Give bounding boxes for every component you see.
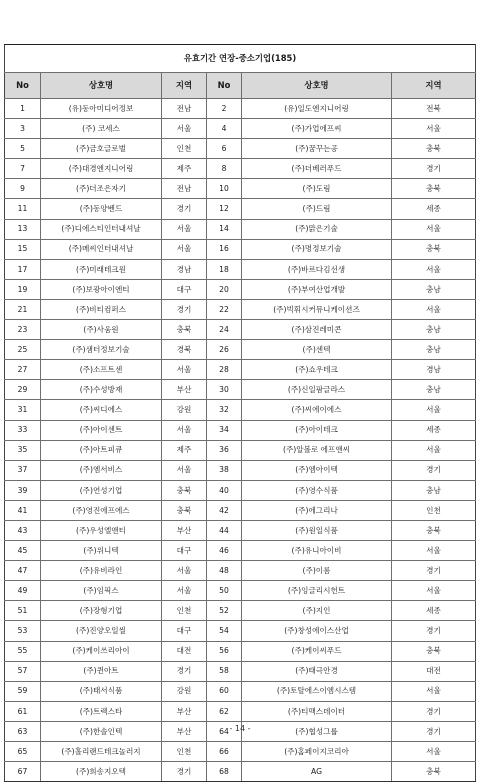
cell-no: 54 [207,621,242,641]
table-title-row [5,45,476,73]
cell-no: 11 [5,199,41,219]
cell-no: 27 [5,360,41,380]
cell-region: 서울 [392,299,476,319]
cell-company: (주)에그리나 [242,500,392,520]
table-row [5,139,476,159]
cell-no: 4 [207,119,242,139]
cell-company: (주) 코세스 [41,119,162,139]
cell-region: 서울 [392,119,476,139]
cell-no: 25 [5,340,41,360]
cell-company: (주)지인 [242,601,392,621]
cell-company: (주)엠서비스 [41,460,162,480]
cell-no: 7 [5,159,41,179]
cell-region: 세종 [392,420,476,440]
cell-company: (주)대경엔지니어링 [41,159,162,179]
cell-no: 33 [5,420,41,440]
cell-no: 39 [5,480,41,500]
cell-region: 부산 [162,380,207,400]
cell-region: 충북 [392,762,476,782]
cell-company: (주)창성에이스산업 [242,621,392,641]
cell-no: 9 [5,179,41,199]
table-row [5,621,476,641]
cell-region: 서울 [162,219,207,239]
cell-region: 경남 [162,259,207,279]
header-company-right: 상호명 [242,73,392,99]
table-row [5,581,476,601]
cell-region: 경기 [392,159,476,179]
cell-region: 충북 [162,500,207,520]
cell-company: (주)씨에이에스 [242,400,392,420]
cell-no: 38 [207,460,242,480]
cell-company: (주)씨디에스 [41,400,162,420]
cell-no: 10 [207,179,242,199]
cell-company: (주)알볼로 에프앤씨 [242,440,392,460]
header-company-left: 상호명 [41,73,162,99]
cell-region: 세종 [392,601,476,621]
cell-region: 경기 [162,299,207,319]
table-row [5,219,476,239]
table-row [5,762,476,782]
cell-no: 20 [207,279,242,299]
cell-company: (주)홈페이지코리아 [242,742,392,762]
table-row [5,641,476,661]
cell-company: (주)바르다김선생 [242,259,392,279]
cell-company: AG [242,762,392,782]
table-row [5,259,476,279]
table-row [5,400,476,420]
cell-region: 충북 [392,239,476,259]
cell-region: 경기 [392,621,476,641]
cell-region: 충북 [392,179,476,199]
header-no-right: No [207,73,242,99]
table-row [5,239,476,259]
table-row [5,681,476,701]
cell-no: 14 [207,219,242,239]
cell-no: 18 [207,259,242,279]
cell-no: 59 [5,681,41,701]
cell-no: 37 [5,460,41,480]
table-row [5,119,476,139]
cell-no: 51 [5,601,41,621]
cell-region: 대구 [162,621,207,641]
cell-company: (주)사움원 [41,320,162,340]
cell-company: (주)한솔인텍 [41,721,162,741]
cell-no: 12 [207,199,242,219]
cell-no: 22 [207,299,242,319]
cell-company: (주)유비라인 [41,561,162,581]
cell-region: 충남 [392,380,476,400]
cell-region: 경남 [392,360,476,380]
cell-no: 62 [207,701,242,721]
cell-region: 제주 [162,440,207,460]
table-row [5,99,476,119]
cell-no: 24 [207,320,242,340]
cell-region: 강원 [162,681,207,701]
cell-no: 49 [5,581,41,601]
cell-no: 46 [207,541,242,561]
cell-no: 68 [207,762,242,782]
cell-company: (주)도림 [242,179,392,199]
cell-no: 35 [5,440,41,460]
cell-company: (주)명정보기술 [242,239,392,259]
cell-company: (주)꿈꾸는공 [242,139,392,159]
cell-company: (주)보광아이엔티 [41,279,162,299]
cell-company: (주)임픽스 [41,581,162,601]
cell-no: 45 [5,541,41,561]
cell-company: (주)케이쓰리아이 [41,641,162,661]
cell-no: 63 [5,721,41,741]
cell-company: (주)미래테크원 [41,259,162,279]
cell-company: (주)태서식품 [41,681,162,701]
cell-company: (주)아이센트 [41,420,162,440]
cell-company: (주)잉글리시헌트 [242,581,392,601]
cell-region: 부산 [162,701,207,721]
cell-region: 경기 [162,762,207,782]
cell-no: 66 [207,742,242,762]
cell-no: 41 [5,500,41,520]
cell-region: 경기 [392,460,476,480]
cell-company: (주)엠아이텍 [242,460,392,480]
cell-no: 30 [207,380,242,400]
cell-no: 17 [5,259,41,279]
table-row [5,520,476,540]
cell-no: 31 [5,400,41,420]
cell-region: 부산 [162,520,207,540]
cell-company: (주)센텍 [242,340,392,360]
cell-no: 3 [5,119,41,139]
cell-region: 전남 [162,179,207,199]
cell-no: 13 [5,219,41,239]
cell-no: 55 [5,641,41,661]
cell-region: 전북 [392,99,476,119]
cell-no: 5 [5,139,41,159]
cell-company: (주)드림 [242,199,392,219]
table-row [5,320,476,340]
cell-no: 47 [5,561,41,581]
cell-region: 서울 [162,561,207,581]
cell-no: 40 [207,480,242,500]
cell-region: 서울 [162,360,207,380]
cell-company: (주)가업에프씨 [242,119,392,139]
table-header-row [5,73,476,99]
cell-region: 대구 [162,279,207,299]
cell-region: 경기 [392,701,476,721]
cell-region: 서울 [392,541,476,561]
cell-no: 64 [207,721,242,741]
table-row [5,279,476,299]
cell-no: 2 [207,99,242,119]
cell-company: (주)홀리랜드테크놀러지 [41,742,162,762]
cell-company: (주)맑은기술 [242,219,392,239]
table-row [5,179,476,199]
page-number: - 14 - [229,724,251,733]
cell-company: (주)소프트센 [41,360,162,380]
cell-no: 58 [207,661,242,681]
table-row [5,159,476,179]
table-row [5,541,476,561]
cell-company: (주)협성그룹 [242,721,392,741]
cell-company: (주)아트피큐 [41,440,162,460]
cell-region: 세종 [392,199,476,219]
cell-company: (주)디에스티인터내셔날 [41,219,162,239]
cell-region: 대전 [392,661,476,681]
cell-region: 경기 [392,721,476,741]
cell-region: 충북 [162,320,207,340]
cell-region: 충북 [392,139,476,159]
cell-no: 43 [5,520,41,540]
cell-no: 15 [5,239,41,259]
cell-region: 전남 [162,99,207,119]
cell-company: (주)우성엘앤티 [41,520,162,540]
table-row [5,601,476,621]
cell-company: (주)희송지오텍 [41,762,162,782]
cell-region: 충남 [392,320,476,340]
cell-region: 대전 [162,641,207,661]
table-row [5,701,476,721]
cell-no: 34 [207,420,242,440]
cell-company: (주)메씨인터내셔날 [41,239,162,259]
company-table [4,44,476,782]
cell-company: (주)연성기업 [41,480,162,500]
cell-region: 서울 [392,400,476,420]
table-row [5,340,476,360]
cell-company: (주)비티컴퍼스 [41,299,162,319]
cell-no: 53 [5,621,41,641]
cell-company: (주)영수식품 [242,480,392,500]
cell-company: (주)티맥스데이터 [242,701,392,721]
cell-company: (주)트렉스타 [41,701,162,721]
cell-region: 충남 [392,279,476,299]
cell-region: 경기 [162,661,207,681]
cell-no: 50 [207,581,242,601]
cell-company: (주)위니텍 [41,541,162,561]
cell-company: (주)금호글로벌 [41,139,162,159]
table-body [5,45,476,782]
table-row [5,299,476,319]
table-row [5,661,476,681]
cell-no: 56 [207,641,242,661]
cell-region: 충북 [392,641,476,661]
cell-no: 65 [5,742,41,762]
cell-region: 대구 [162,541,207,561]
cell-no: 57 [5,661,41,681]
cell-region: 경기 [162,199,207,219]
cell-company: (주)더조은자기 [41,179,162,199]
cell-company: (주)영진에프에스 [41,500,162,520]
cell-company: (유)동아미디어정보 [41,99,162,119]
cell-region: 충남 [392,480,476,500]
cell-company: (주)수성방재 [41,380,162,400]
cell-no: 52 [207,601,242,621]
cell-company: (주)샘터정보기술 [41,340,162,360]
table-row [5,199,476,219]
cell-company: (주)퀸아트 [41,661,162,681]
cell-company: (주)태극안경 [242,661,392,681]
cell-region: 인천 [162,601,207,621]
cell-no: 67 [5,762,41,782]
cell-company: (주)빅휘시커뮤니케이션즈 [242,299,392,319]
cell-region: 인천 [162,139,207,159]
cell-no: 26 [207,340,242,360]
cell-company: (주)유니아이비 [242,541,392,561]
cell-region: 서울 [392,742,476,762]
cell-no: 48 [207,561,242,581]
cell-company: (주)장형기업 [41,601,162,621]
table-row [5,480,476,500]
cell-region: 서울 [162,420,207,440]
cell-company: (주)쇼우테크 [242,360,392,380]
table-row [5,460,476,480]
cell-region: 인천 [162,742,207,762]
cell-no: 61 [5,701,41,721]
table-row [5,380,476,400]
cell-region: 경기 [392,561,476,581]
cell-region: 서울 [162,581,207,601]
cell-no: 44 [207,520,242,540]
cell-region: 서울 [392,259,476,279]
cell-region: 제주 [162,159,207,179]
header-region-left: 지역 [162,73,207,99]
cell-company: (주)부여산업개발 [242,279,392,299]
cell-region: 서울 [392,581,476,601]
cell-no: 29 [5,380,41,400]
cell-company: (주)삼진레미콘 [242,320,392,340]
cell-no: 8 [207,159,242,179]
table-title: 유효기간 연장-중소기업(185) [5,45,476,73]
table-row [5,420,476,440]
header-no-left: No [5,73,41,99]
cell-region: 서울 [392,681,476,701]
cell-no: 32 [207,400,242,420]
cell-region: 인천 [392,500,476,520]
table-row [5,440,476,460]
table-row [5,500,476,520]
cell-company: (주)아이테크 [242,420,392,440]
cell-region: 부산 [162,721,207,741]
cell-region: 서울 [162,239,207,259]
cell-company: (주)토탈에스이엠시스템 [242,681,392,701]
cell-company: (주)케이씨푸드 [242,641,392,661]
cell-region: 서울 [162,119,207,139]
cell-no: 1 [5,99,41,119]
cell-region: 서울 [162,460,207,480]
cell-company: (주)원일식품 [242,520,392,540]
cell-region: 경북 [162,340,207,360]
table-row [5,561,476,581]
cell-company: (주)동양벤드 [41,199,162,219]
cell-company: (유)일도엔지니어링 [242,99,392,119]
header-region-right: 지역 [392,73,476,99]
cell-no: 19 [5,279,41,299]
cell-company: (주)진양오일씰 [41,621,162,641]
cell-no: 42 [207,500,242,520]
table-row [5,360,476,380]
cell-region: 충남 [392,340,476,360]
cell-region: 서울 [392,440,476,460]
cell-region: 충북 [392,520,476,540]
cell-no: 16 [207,239,242,259]
cell-no: 6 [207,139,242,159]
cell-no: 28 [207,360,242,380]
cell-no: 60 [207,681,242,701]
cell-region: 서울 [392,219,476,239]
cell-region: 강원 [162,400,207,420]
cell-no: 36 [207,440,242,460]
cell-no: 21 [5,299,41,319]
cell-company: (주)더베러푸드 [242,159,392,179]
cell-company: (주)이롬 [242,561,392,581]
cell-no: 23 [5,320,41,340]
cell-region: 충북 [162,480,207,500]
table-row [5,742,476,762]
cell-company: (주)신일팜글라스 [242,380,392,400]
